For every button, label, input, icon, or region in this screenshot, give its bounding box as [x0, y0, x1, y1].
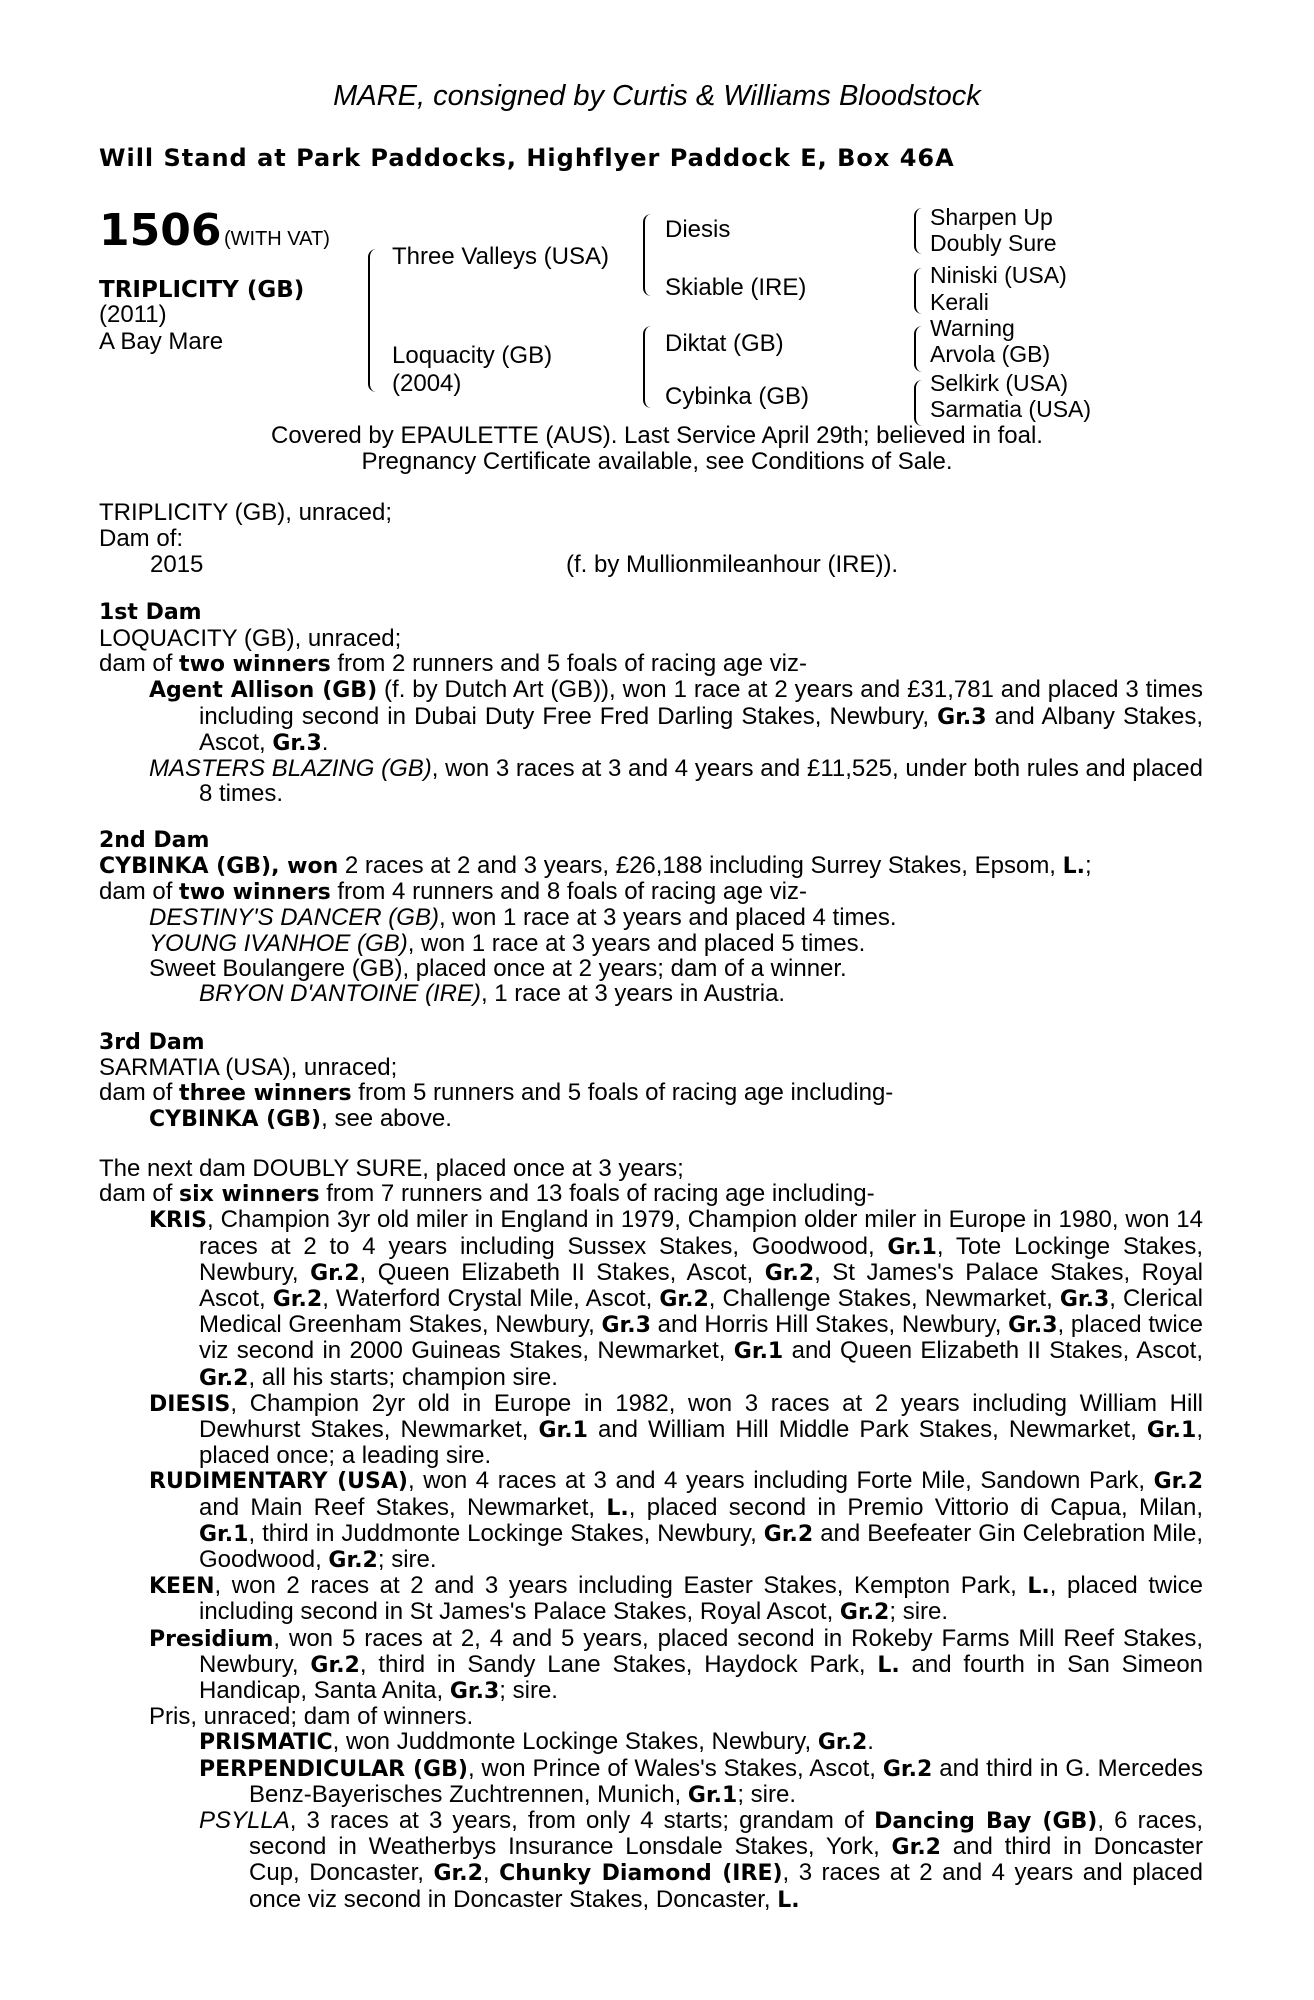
horse-year: (2011)	[99, 301, 167, 328]
lot-number: 1506	[99, 205, 222, 256]
second-dam-section	[99, 853, 1203, 1006]
third-dam-section	[99, 1055, 1203, 1133]
pedigree-dam: Loquacity (GB)	[392, 342, 553, 369]
produce-year: 2015	[150, 551, 204, 578]
second-dam-entry: YOUNG IVANHOE (GB), won 1 race at 3 years and placed 5 times.	[149, 929, 866, 957]
pedigree-g7: Selkirk (USA)	[930, 370, 1069, 396]
produce-line-2: Dam of:	[99, 525, 184, 552]
pedigree-brace-g1	[914, 208, 924, 254]
pedigree-dam-sire: Diktat (GB)	[665, 330, 784, 357]
next-dam-entry-pris: Pris, unraced; dam of winners.	[149, 1703, 474, 1731]
third-dam-entry: CYBINKA (GB), see above.	[149, 1105, 452, 1133]
pedigree-brace-g4	[914, 380, 924, 426]
first-dam-entry: Agent Allison (GB) (f. by Dutch Art (GB)), won 1 race at 2 years and £31,781 and placed 3 times including second in Dubai Duty Free Fred Darling Stakes, Newbury, Gr.3 and Albany Stakes, Ascot, Gr.3.	[149, 676, 1203, 756]
horse-name: TRIPLICITY (GB)	[99, 277, 305, 303]
pedigree-sire-dam: Skiable (IRE)	[665, 274, 807, 301]
second-dam-entry: Sweet Boulangere (GB), placed once at 2 years; dam of a winner.	[149, 954, 847, 982]
third-dam-dam-of: dam of three winners from 5 runners and 5 foals of racing age including-	[99, 1079, 894, 1107]
pedigree-dam-year: (2004)	[392, 370, 462, 397]
produce-foal: (f. by Mullionmileanhour (IRE)).	[566, 551, 899, 578]
pedigree-dam-dam: Cybinka (GB)	[665, 383, 810, 410]
pedigree-brace-sire	[643, 214, 655, 296]
second-dam-entry: BRYON D'ANTOINE (IRE), 1 race at 3 years in Austria.	[199, 980, 786, 1008]
horse-name: MASTERS BLAZING (GB)	[149, 755, 432, 783]
pedigree-g1: Sharpen Up	[930, 204, 1053, 230]
next-dam-entry-perpendicular: PERPENDICULAR (GB), won Prince of Wales's Stakes, Ascot, Gr.2 and third in G. Mercedes Benz-Bayerisches Zuchtrennen, Munich, Gr.1; sire.	[199, 1754, 1203, 1808]
first-dam-heading: 1st Dam	[99, 600, 202, 625]
pedigree-brace-g3	[914, 326, 924, 372]
next-dam-intro: The next dam DOUBLY SURE, placed once at 3 years;	[99, 1155, 684, 1182]
pedigree-brace-parents	[368, 249, 380, 392]
covering-line-2: Pregnancy Certificate available, see Conditions of Sale.	[361, 448, 953, 475]
produce-line-1: TRIPLICITY (GB), unraced;	[99, 499, 392, 526]
pedigree-brace-dam	[643, 326, 655, 408]
next-dam-entry-psylla: PSYLLA, 3 races at 3 years, from only 4 starts; grandam of Dancing Bay (GB), 6 races, second in Weatherbys Insurance Lonsdale Stakes, York, Gr.2 and third in Doncaster Cup, Doncaster, Gr.2, Chunky Diamond (IRE), 3 races at 2 and 4 years and placed once viz second in Doncaster Stakes, Doncaster, L.	[199, 1807, 1203, 1913]
standing-location: Will Stand at Park Paddocks, Highflyer Paddock E, Box 46A	[99, 144, 955, 172]
second-dam-heading: 2nd Dam	[99, 828, 210, 853]
first-dam-section	[99, 626, 1203, 806]
pedigree-g5: Warning	[930, 315, 1015, 341]
next-dam-section	[99, 1156, 1203, 1913]
consignor-line: MARE, consigned by Curtis & Williams Bloodstock	[333, 80, 981, 112]
first-dam-intro: LOQUACITY (GB), unraced;	[99, 625, 402, 652]
pedigree-brace-g2	[914, 268, 924, 314]
pedigree-g8: Sarmatia (USA)	[930, 396, 1092, 422]
third-dam-heading: 3rd Dam	[99, 1030, 205, 1055]
pedigree-g3: Niniski (USA)	[930, 262, 1067, 288]
third-dam-intro: SARMATIA (USA), unraced;	[99, 1054, 398, 1081]
first-dam-dam-of: dam of two winners from 2 runners and 5 foals of racing age viz-	[99, 650, 807, 678]
vat-note: (WITH VAT)	[224, 228, 330, 250]
horse-name: Agent Allison (GB)	[149, 678, 378, 704]
next-dam-entry-presidium: Presidium, won 5 races at 2, 4 and 5 years, placed second in Rokeby Farms Mill Reef Stakes, Newbury, Gr.2, third in Sandy Lane Stakes, Haydock Park, L. and fourth in San Simeon Handicap, Santa Anita, Gr.3; sire.	[149, 1624, 1204, 1705]
pedigree-sire-sire: Diesis	[665, 216, 731, 243]
second-dam-dam-of: dam of two winners from 4 runners and 8 foals of racing age viz-	[99, 878, 807, 906]
covering-line-1: Covered by EPAULETTE (AUS). Last Service April 29th; believed in foal.	[271, 422, 1043, 449]
next-dam-entry-rudimentary: RUDIMENTARY (USA), won 4 races at 3 and 4 years including Forte Mile, Sandown Park, Gr.2 and Main Reef Stakes, Newmarket, L., placed second in Premio Vittorio di Capua, Milan, Gr.1, third in Juddmonte Lockinge Stakes, Newbury, Gr.2 and Beefeater Gin Celebration Mile, Goodwood, Gr.2; sire.	[149, 1467, 1203, 1574]
first-dam-entry: MASTERS BLAZING (GB), won 3 races at 3 and 4 years and £11,525, under both rules and placed 8 times.	[149, 755, 1203, 808]
next-dam-dam-of: dam of six winners from 7 runners and 13 foals of racing age including-	[99, 1180, 875, 1208]
pedigree-sire: Three Valleys (USA)	[392, 243, 609, 270]
second-dam-entry: DESTINY'S DANCER (GB), won 1 race at 3 years and placed 4 times.	[149, 904, 897, 932]
pedigree-g2: Doubly Sure	[930, 230, 1057, 256]
next-dam-entry-keen: KEEN, won 2 races at 2 and 3 years including Easter Stakes, Kempton Park, L., placed twice including second in St James's Palace Stakes, Royal Ascot, Gr.2; sire.	[149, 1572, 1204, 1626]
pedigree-g4: Kerali	[930, 289, 989, 315]
next-dam-entry-diesis: DIESIS, Champion 2yr old in Europe in 1982, won 3 races at 2 years including William Hill Dewhurst Stakes, Newmarket, Gr.1 and William Hill Middle Park Stakes, Newmarket, Gr.1, placed once; a leading sire.	[149, 1389, 1204, 1470]
pedigree-g6: Arvola (GB)	[930, 341, 1051, 367]
next-dam-entry-prismatic: PRISMATIC, won Juddmonte Lockinge Stakes, Newbury, Gr.2.	[199, 1728, 874, 1756]
horse-description: A Bay Mare	[99, 328, 224, 355]
second-dam-intro: CYBINKA (GB), won 2 races at 2 and 3 years, £26,188 including Surrey Stakes, Epsom, L.;	[99, 852, 1092, 879]
next-dam-entry-kris: KRIS, Champion 3yr old miler in England in 1979, Champion older miler in Europe in 1980, won 14 races at 2 to 4 years including Sussex Stakes, Goodwood, Gr.1, Tote Lockinge Stakes, Newbury, Gr.2, Queen Elizabeth II Stakes, Ascot, Gr.2, St James's Palace Stakes, Royal Ascot, Gr.2, Waterford Crystal Mile, Ascot, Gr.2, Challenge Stakes, Newmarket, Gr.3, Clerical Medical Greenham Stakes, Newbury, Gr.3 and Horris Hill Stakes, Newbury, Gr.3, placed twice viz second in 2000 Guineas Stakes, Newmarket, Gr.1 and Queen Elizabeth II Stakes, Ascot, Gr.2, all his starts; champion sire.	[149, 1206, 1204, 1391]
